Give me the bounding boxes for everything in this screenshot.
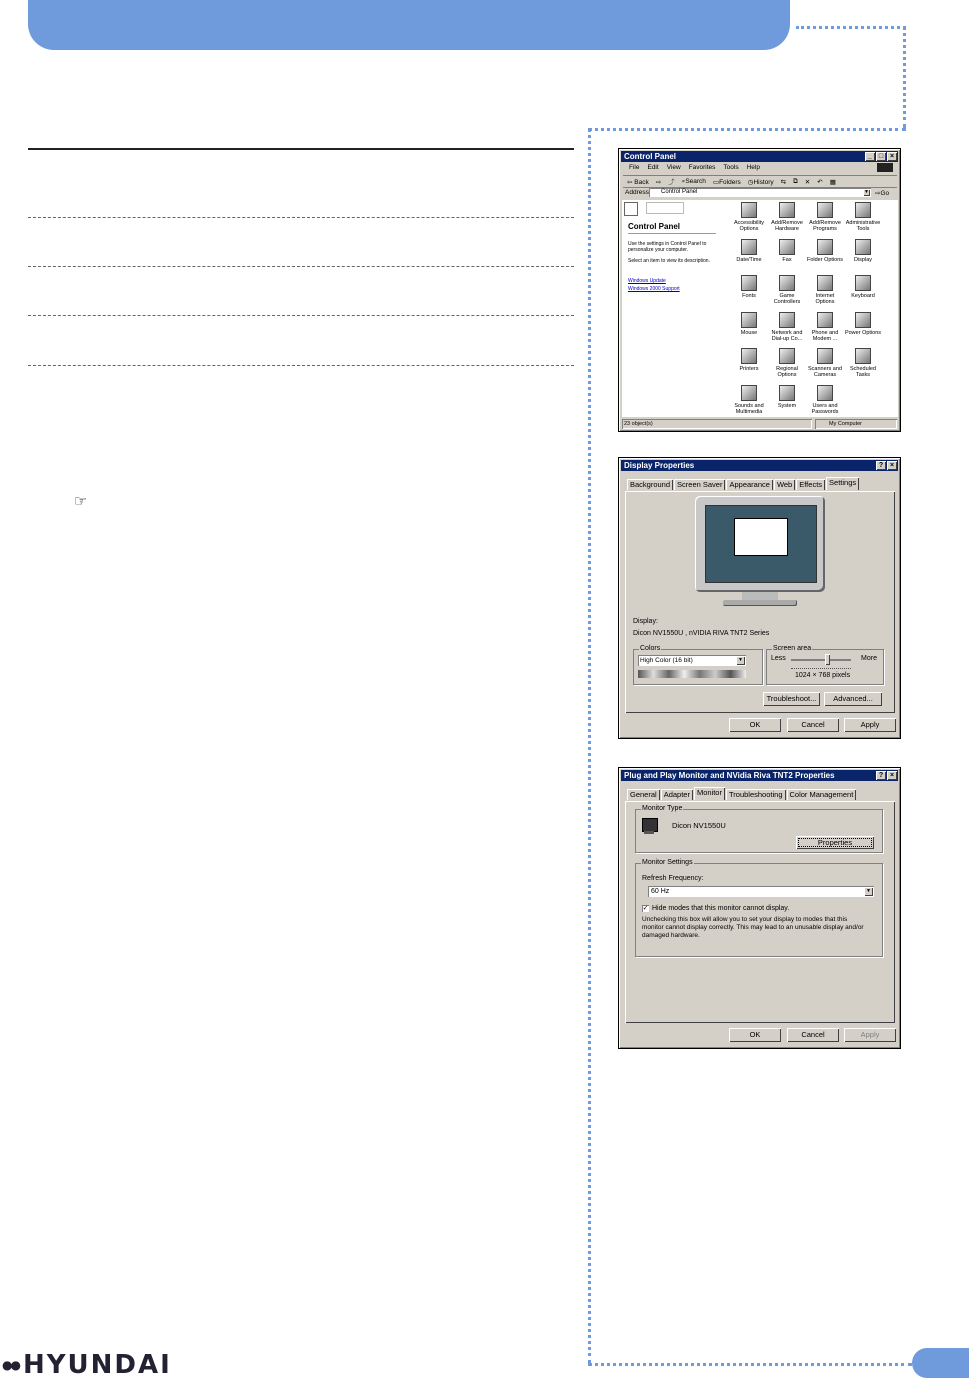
slider-ticks	[791, 668, 851, 671]
more-label: More	[861, 655, 877, 662]
control-panel-item[interactable]	[730, 239, 768, 263]
help-icon[interactable]: ?	[876, 461, 886, 470]
ok-button[interactable]: OK	[729, 718, 781, 732]
control-panel-item[interactable]	[844, 348, 882, 378]
control-panel-item-label: System	[777, 402, 797, 409]
monitor-name: Dicon NV1550U	[672, 821, 726, 830]
power-icon	[855, 312, 871, 328]
monitor-type-group	[635, 805, 883, 853]
side-description: Use the settings in Control Panel to personalize your computer.	[628, 241, 707, 253]
folder-options-icon	[817, 239, 833, 255]
tab-settings[interactable]: Settings	[826, 477, 859, 490]
ok-button[interactable]: OK	[729, 1028, 781, 1042]
display-value: Dicon NV1550U , nVIDIA RIVA TNT2 Series	[633, 630, 770, 637]
control-panel-item-label: Game Controllers	[773, 293, 801, 305]
hardware-icon	[779, 202, 795, 218]
settings-panel	[625, 491, 895, 713]
side-rule	[628, 233, 716, 234]
accessibility-icon	[741, 202, 757, 218]
control-panel-item-label: Power Options	[844, 329, 882, 336]
move-to-icon[interactable]: ⇆	[780, 178, 787, 186]
dropdown-arrow-icon[interactable]: ▼	[864, 189, 869, 195]
monitor-icon	[642, 818, 658, 832]
resolution-slider-thumb[interactable]	[825, 654, 830, 665]
side-title: Control Panel	[628, 222, 681, 231]
resolution-slider-track[interactable]	[791, 659, 851, 661]
tab-monitor[interactable]: Monitor	[694, 787, 725, 800]
control-panel-item-label: Fax	[782, 256, 792, 263]
hyundai-logo	[2, 1350, 172, 1380]
delete-icon[interactable]: ✕	[804, 178, 811, 186]
folder-graphic	[646, 202, 684, 214]
row-divider	[28, 365, 574, 366]
display-properties-titlebar	[621, 460, 898, 471]
apply-button[interactable]: Apply	[844, 1028, 896, 1042]
control-panel-item[interactable]	[844, 202, 882, 232]
menu-file[interactable]: File	[629, 164, 640, 171]
tab-general[interactable]: General	[627, 789, 660, 800]
windows-logo-icon	[877, 163, 893, 172]
window-title: Plug and Play Monitor and NVidia Riva TNT2 Properties	[624, 771, 835, 780]
control-panel-item[interactable]	[730, 202, 768, 232]
control-panel-item[interactable]	[768, 275, 806, 305]
display-label: Display:	[633, 618, 658, 625]
control-panel-item[interactable]	[730, 312, 768, 336]
maximize-icon[interactable]: □	[876, 152, 886, 161]
control-panel-item-label: Keyboard	[851, 293, 875, 299]
search-button[interactable]: ⌕Search	[681, 177, 706, 185]
programs-icon	[817, 202, 833, 218]
control-panel-item[interactable]	[730, 385, 768, 415]
pointing-hand-icon: ☞	[74, 492, 88, 510]
control-panel-item-label: Fonts	[742, 293, 756, 299]
scanner-icon	[817, 348, 833, 364]
phone-modem-icon	[817, 312, 833, 328]
frame-dotted-line-top-right	[903, 26, 906, 128]
monitor-panel	[625, 801, 895, 1023]
control-panel-item-label: Scanners and Cameras	[808, 366, 842, 378]
header-banner	[28, 0, 790, 50]
monitor-settings-label: Monitor Settings	[642, 859, 693, 866]
warning-text: Unchecking this box will allow you to set your display to modes that this monitor cannot display correctly. This may lead to an unusable display and/or damaged hardware.	[642, 916, 864, 939]
control-panel-item-label: Folder Options	[806, 256, 844, 263]
control-panel-item[interactable]	[844, 312, 882, 336]
row-divider	[28, 217, 574, 218]
refresh-select[interactable]	[648, 886, 874, 897]
regional-icon	[779, 348, 795, 364]
status-bar-left	[622, 419, 812, 429]
section-rule	[28, 148, 574, 150]
control-panel-item-label: Display	[853, 256, 873, 263]
mouse-icon	[741, 312, 757, 328]
close-icon[interactable]: ×	[887, 152, 897, 161]
system-icon	[779, 385, 795, 401]
control-panel-item-label: Internet Options	[815, 293, 835, 305]
content-area	[622, 200, 898, 417]
resolution-value: 1024 × 768 pixels	[795, 672, 851, 679]
monitor-screen	[705, 505, 817, 583]
close-icon[interactable]: ×	[887, 461, 897, 470]
monitor-icon-base	[644, 831, 654, 834]
game-controller-icon	[779, 275, 795, 291]
menu-bar	[629, 164, 760, 171]
scheduled-tasks-icon	[855, 348, 871, 364]
screen-area-label: Screen area	[773, 645, 812, 652]
monitor-stand	[742, 592, 778, 600]
monitor-properties-window	[618, 767, 901, 1049]
control-panel-item-label: Accessibility Options	[734, 220, 764, 232]
keyboard-icon	[855, 275, 871, 291]
logo-dots-icon: ●●	[2, 1358, 19, 1372]
sound-icon	[741, 385, 757, 401]
display-icon	[855, 239, 871, 255]
colors-label: Colors	[640, 645, 661, 652]
window-title: Control Panel	[624, 152, 677, 161]
control-panel-item-label: Sounds and Multimedia	[734, 402, 764, 415]
control-panel-item[interactable]	[768, 202, 806, 232]
display-properties-window	[618, 457, 901, 739]
dropdown-arrow-icon[interactable]: ▼	[736, 656, 745, 665]
control-panel-window	[618, 148, 901, 432]
control-panel-item[interactable]	[730, 275, 768, 299]
menu-favorites[interactable]: Favorites	[688, 164, 716, 171]
control-panel-item-label: Date/Time	[736, 256, 762, 263]
control-panel-item-label: Regional Options	[776, 366, 798, 378]
less-label: Less	[771, 655, 786, 662]
screen-area-group	[766, 645, 884, 685]
header-dotted-line	[796, 26, 906, 29]
cancel-button[interactable]: Cancel	[787, 718, 839, 732]
colors-select[interactable]	[638, 655, 746, 666]
control-panel-item-label: Network and Dial-up Co...	[771, 329, 803, 342]
tab-screen-saver[interactable]: Screen Saver	[674, 479, 725, 490]
logo-text: HYUNDAI	[22, 1350, 172, 1380]
internet-options-icon	[817, 275, 833, 291]
control-panel-item[interactable]	[844, 239, 882, 263]
apply-button[interactable]: Apply	[844, 718, 896, 732]
link-windows-support[interactable]: Windows 2000 Support	[628, 286, 680, 292]
history-button[interactable]: ◷History	[747, 178, 774, 186]
control-panel-item[interactable]	[844, 275, 882, 299]
copy-to-icon[interactable]: ⧉	[793, 177, 798, 185]
control-panel-item-label: Administrative Tools	[845, 220, 881, 232]
monitor-properties-titlebar	[621, 770, 898, 781]
minimize-icon[interactable]: _	[865, 152, 875, 161]
help-icon[interactable]: ?	[876, 771, 886, 780]
hide-modes-checkbox[interactable]: ✓	[642, 905, 649, 912]
control-panel-item[interactable]	[768, 348, 806, 378]
control-panel-item[interactable]	[730, 348, 768, 372]
menu-tools[interactable]: Tools	[723, 164, 739, 171]
menu-help[interactable]: Help	[746, 164, 760, 171]
control-panel-folder-icon	[624, 202, 638, 216]
control-panel-item-label: Users and Passwords	[811, 402, 839, 415]
tab-web[interactable]: Web	[774, 479, 795, 490]
control-panel-item[interactable]	[806, 385, 844, 415]
address-label: Address	[625, 189, 649, 196]
side-hint: Select an item to view its description.	[628, 258, 710, 264]
menu-edit[interactable]: Edit	[647, 164, 659, 171]
control-panel-item[interactable]	[806, 312, 844, 342]
frame-dotted-line-top	[588, 128, 906, 131]
fonts-icon	[741, 275, 757, 291]
row-divider	[28, 315, 574, 316]
control-panel-item[interactable]	[768, 312, 806, 342]
network-icon	[779, 312, 795, 328]
control-panel-item-label: Phone and Modem ...	[811, 329, 839, 342]
control-panel-item[interactable]	[806, 275, 844, 305]
control-panel-item-label: Printers	[739, 366, 759, 372]
cancel-button[interactable]: Cancel	[787, 1028, 839, 1042]
control-panel-item-label: Add/Remove Hardware	[771, 220, 803, 232]
separator	[623, 175, 897, 176]
monitor-settings-group	[635, 859, 883, 957]
colors-group	[633, 645, 763, 685]
back-button[interactable]: ⇦ Back	[627, 178, 649, 186]
address-value: Control Panel	[661, 189, 698, 195]
tab-strip	[627, 789, 857, 800]
advanced-button[interactable]: Advanced...	[824, 692, 882, 706]
control-panel-item[interactable]	[768, 239, 806, 263]
admin-tools-icon	[855, 202, 871, 218]
tab-effects[interactable]: Effects	[796, 479, 825, 490]
tab-adapter[interactable]: Adapter	[661, 789, 693, 800]
hide-modes-label: Hide modes that this monitor cannot display.	[652, 905, 790, 912]
color-palette-bar	[638, 670, 746, 678]
up-icon[interactable]: ⤴	[668, 179, 675, 186]
control-panel-item-label: Scheduled Tasks	[850, 366, 876, 378]
date-time-icon	[741, 239, 757, 255]
control-panel-item[interactable]	[806, 239, 844, 263]
fax-icon	[779, 239, 795, 255]
control-panel-item[interactable]	[806, 202, 844, 232]
tab-color-management[interactable]: Color Management	[787, 789, 857, 800]
monitor-base	[723, 600, 797, 606]
tab-troubleshooting[interactable]: Troubleshooting	[726, 789, 786, 800]
go-button[interactable]: ⇨Go	[875, 190, 890, 197]
users-icon	[817, 385, 833, 401]
status-location: My Computer	[829, 421, 863, 427]
forward-icon[interactable]: ⇨	[655, 178, 662, 186]
colors-value: High Color (16 bit)	[640, 657, 693, 664]
folders-button[interactable]: ▭Folders	[712, 178, 741, 186]
address-field[interactable]	[649, 188, 871, 197]
refresh-value: 60 Hz	[651, 888, 670, 895]
troubleshoot-button[interactable]: Troubleshoot...	[763, 692, 820, 706]
frame-dotted-line-left	[588, 128, 591, 1364]
refresh-label: Refresh Frequency:	[642, 875, 704, 882]
undo-icon[interactable]: ↶	[817, 178, 823, 186]
window-title: Display Properties	[624, 461, 695, 470]
close-icon[interactable]: ×	[887, 771, 897, 780]
row-divider	[28, 266, 574, 267]
control-panel-item[interactable]	[806, 348, 844, 378]
page-number-tab	[912, 1348, 969, 1378]
link-windows-update[interactable]: Windows Update	[628, 278, 666, 284]
menu-view[interactable]: View	[666, 164, 681, 171]
printers-icon	[741, 348, 757, 364]
status-count: 23 object(s)	[624, 421, 653, 427]
properties-button[interactable]: Properties	[796, 836, 874, 849]
frame-dotted-line-bottom	[588, 1363, 912, 1366]
control-panel-item[interactable]	[768, 385, 806, 409]
monitor-preview-icon	[695, 496, 825, 592]
control-panel-titlebar	[621, 151, 898, 162]
tab-strip	[627, 479, 860, 490]
status-bar-right	[815, 419, 897, 429]
control-panel-item-label: Add/Remove Programs	[809, 220, 841, 232]
control-panel-item-label: Mouse	[740, 329, 758, 336]
tab-appearance[interactable]: Appearance	[726, 479, 772, 490]
tab-background[interactable]: Background	[627, 479, 673, 490]
views-icon[interactable]: ▦	[829, 178, 836, 186]
toolbar	[627, 177, 836, 186]
preview-window	[734, 518, 788, 556]
dropdown-arrow-icon[interactable]: ▼	[864, 887, 873, 896]
monitor-type-label: Monitor Type	[642, 805, 683, 812]
